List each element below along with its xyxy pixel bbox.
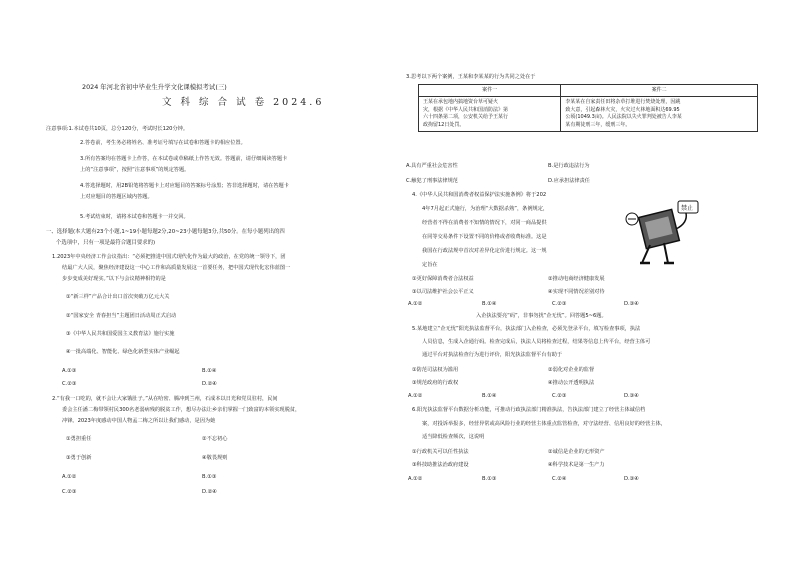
note-line: 2.答卷前，考生务必将姓名、准考证号填写在试卷和答题卡的相应位置。 [80,140,246,146]
q4-item: ④实现不同情况差别对待 [548,289,605,295]
q6-option-b[interactable]: B.①③ [482,476,497,482]
q1-option-d[interactable]: D.②④ [202,381,217,387]
q4-option-d[interactable]: D.③④ [624,301,639,307]
data-ban-cartoon [620,199,700,271]
q4-item: ③以司法维护社会公平正义 [412,289,474,295]
q2-item: ②不忘初心 [202,436,228,442]
q1-stem: 1.2023年中央经济工作会议指出：“必须把推进中国式现代化作为最大的政治，在党的统一领导下，团 [52,254,286,260]
q5-item: ①防范司法权为滥用 [412,367,459,373]
q1-option-c[interactable]: C.②③ [62,381,77,387]
q4-item: ①更好保障消费者合法权益 [412,276,474,282]
q6-option-d[interactable]: D.③④ [624,476,639,482]
case-2-line: 李某某在自家责任田将杂草打堆进行焚烧处理，因跳 [565,99,681,106]
section-heading: 一、选择题(本大题有23个小题,1~19小题每题2分,20~23小题每题3分,共50分。在每小题列出的四 [46,229,285,235]
case-1-line: 政拘留12日处罚。 [423,121,465,128]
q1-item: ①“新三样”产品合计出口首次突破万亿元大关 [66,294,170,300]
q2-stem: 冲锋。2023年度感动中国人物孟二梅之所以让我们感动，是因为她 [62,418,216,424]
case-2-cell [561,97,758,132]
q1-item: ③《中华人民共和国爱国主义教育法》施行实施 [66,331,175,337]
q2-item: ①勇担重任 [66,436,92,442]
q6-stem: 案，对投诉举报多，经营异常或高风险行业的经营主体重点监管检查，对守法经营、信用良好的经营主体， [422,421,666,427]
q2-option-b[interactable]: B.①③ [202,474,217,480]
q3-option-b[interactable]: B.是行政违法行为 [548,163,590,169]
q5-option-a[interactable]: A.①② [408,393,423,399]
q5-item: ②弱化对企业的监督 [548,367,595,373]
q6-option-a[interactable]: A.①② [408,476,423,482]
exam-subtitle: 文 科 综 合 试 卷 2024.6 [162,97,325,108]
q4-stem: 我国在行政法规中首次对差异化定价进行规定。这一规 [422,248,547,254]
q2-item: ③勇于创新 [66,455,92,461]
q1-stem: 步步变成美好现实。”以下与会议精神相符的是 [62,276,166,282]
q1-option-b[interactable]: B.①④ [202,368,217,374]
q1-item: ④一批高端化、智能化、绿色化新型实体产业崛起 [66,349,180,355]
q5-option-b[interactable]: B.①④ [482,393,497,399]
q4-option-c[interactable]: C.②③ [552,301,567,307]
q2-option-d[interactable]: D.②④ [202,489,217,495]
note-line: 5.考试结束时，请将本试卷和答题卡一并交回。 [80,214,189,220]
q5-option-c[interactable]: C.②③ [552,393,567,399]
q5-stem: 5.某地建立“企无忧”阳光执法监督平台，执法部门入企检查，必须先登录平台，填写检查事项，执法 [412,326,641,332]
q6-item: ②诚信是企业的无形资产 [548,449,605,455]
q5-stem: 人员信息，生成入企通行码。检查完成后，执法人员将检查过程，结果等信息上传平台，经营主体可 [422,339,651,345]
q5-option-d[interactable]: D.③④ [624,393,639,399]
note-line: 3.所有答案均在答题卡上作答，在本试卷或草稿纸上作答无效。答题前，请仔细阅读答题卡 [80,156,288,162]
q6-item: ③科技助推法治政府建设 [412,462,469,468]
q2-stem: 2.“有我一口吃的，就不会让大家饿肚子。”从在哈密、腾冲到兰州，石成本以日光和党员驻村，民间 [52,396,278,402]
q4-stem: 4.《中华人民共和国消费者权益保护法实施条例》将于202 [412,192,547,198]
q3-option-c[interactable]: C.触犯了刑事法律规范 [406,178,458,184]
q4-item: ②推动电商经济健康发展 [548,276,605,282]
q6-stem: 适当降低检查频次，这说明 [422,434,485,440]
q1-stem: 结最广大人民，聚焦经济建设这一中心工作和高质量发展这一首要任务，把中国式现代化宏伟蓝图一 [62,265,291,271]
q4-option-b[interactable]: B.①④ [482,301,497,307]
case-1-line: 灾，根据《中华人民共和国消防法》第 [423,106,509,113]
q4-stem: 在同等交易条件下设置不同的价格或者收费标准。这是 [422,234,547,240]
q6-item: ④科学技术是第一生产力 [548,462,605,468]
q4-stem: 定旨在 [422,262,438,268]
q1-option-a[interactable]: A.①③ [62,368,77,374]
exam-title: 2024 年河北省初中毕业生升学文化课模拟考试(三) [82,83,227,91]
case-table [418,84,758,132]
q5-item: ③规范政府的行政权 [412,380,459,386]
note-line: 4.答选择题时，用2B铅笔将答题卡上对应题目的答案标号涂黑；答非选择题时，请在答题卡 [80,183,289,189]
case-2-line: 某有期徒刑三年，缓刑三年。 [565,121,631,128]
q5-stem: 通过平台对执法检查行为进行评价，阳光执法监督平台有助于 [422,352,563,358]
section-heading-cont: 个选项中，只有一项是最符合题目要求的) [56,240,156,246]
case-1-cell [419,97,561,132]
note-line: 注意事项:1.本试卷共10页，总分120分，考试时长120分钟。 [46,126,189,132]
q4-option-a[interactable]: A.①② [408,301,423,307]
q6-item: ①行政机关可以任性执法 [412,449,469,455]
q3-stem: 3.思考以下两个案例，王某和李某某的行为共同之处在于 [406,74,536,80]
q1-item: ②“国家安全 青春担当”主题团日活动周正式启动 [66,313,177,319]
q3-option-a[interactable]: A.具有严重社会危害性 [406,163,458,169]
q5-caption: 入企执法要亮“码”，非事勿扰“企无忧”。回答题5~6题。 [476,313,607,319]
case-2-line: 公顷(1049.3亩)。人民法院以失火罪判处被告人李某 [565,114,682,121]
q4-stem: 4年7月起正式施行，为治理“大数据杀熟”，条例规定， [422,206,549,212]
q3-option-d[interactable]: D.应承担法律责任 [548,178,590,184]
case-header-1: 案件一 [419,85,561,97]
q5-item: ④推动公开透明执法 [548,380,595,386]
case-1-line: 六十四条第二项，公安机关给予王某行 [423,114,509,121]
case-header-2: 案件二 [561,85,758,97]
q2-option-c[interactable]: C.②③ [62,489,77,495]
note-line: 上的“注意事项”，按照“注意事项”的规定答题。 [80,167,190,173]
note-line: 上对应题目的答题区域内答题。 [80,194,153,200]
q2-option-a[interactable]: A.①② [62,474,77,480]
q2-item: ④敬畏规则 [202,455,228,461]
q6-option-c[interactable]: C.②④ [552,476,567,482]
case-2-line: 致大意，引起森林火灾，火灾过火林地面积达69.95 [565,106,680,113]
ban-sign-text: 禁止 [681,205,694,212]
q2-stem: 委会主任潘二梅带领村民300名老弱病残的脱贫工作，想尽办法让乡亲们掌握一门致富的本领实现脱贫， [62,407,301,413]
q6-stem: 6.阳光执法监督平台数据分析功能，可推动行政执法部门精准执法，告执法部门建立了经营主体诚信档 [412,407,646,413]
case-1-line: 王某在承包地内搞地资台草可疑火 [423,99,499,106]
q4-stem: 经营者不得在消费者不知情的情况下，对同一商品提供 [422,220,547,226]
